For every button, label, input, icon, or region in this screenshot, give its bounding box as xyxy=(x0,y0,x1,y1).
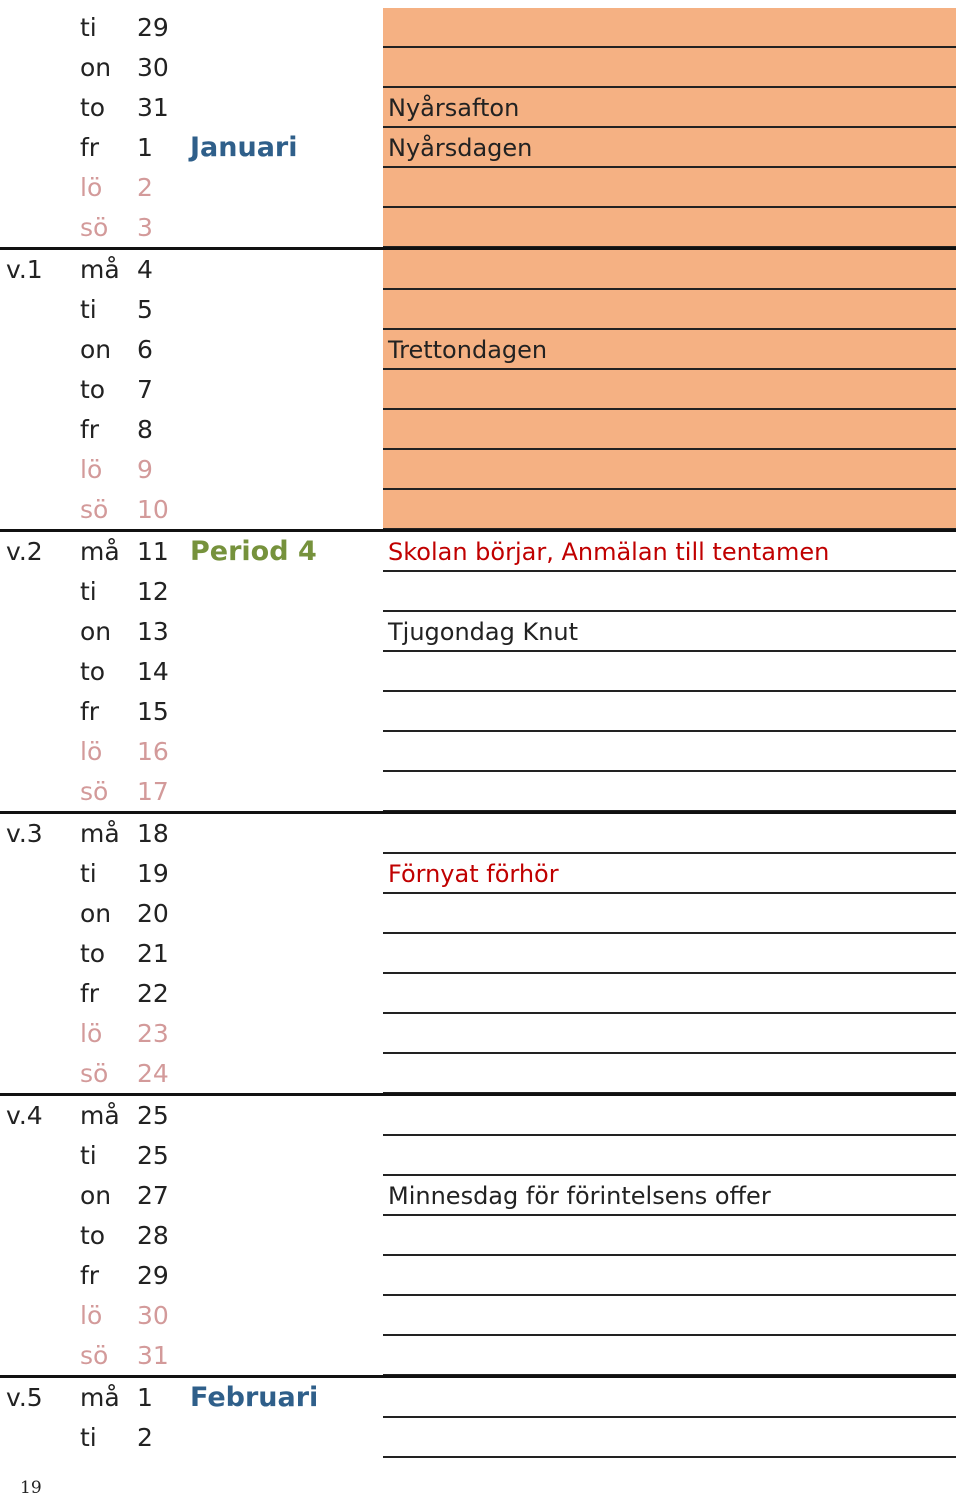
day-number: 15 xyxy=(137,697,169,726)
day-number: 28 xyxy=(137,1221,169,1250)
calendar-row xyxy=(0,168,960,208)
day-number: 4 xyxy=(137,255,153,284)
note-text: Nyårsdagen xyxy=(388,134,533,162)
day-number: 16 xyxy=(137,737,169,766)
day-number: 23 xyxy=(137,1019,169,1048)
weekday-label: ti xyxy=(80,577,97,606)
day-number: 20 xyxy=(137,899,169,928)
day-number: 12 xyxy=(137,577,169,606)
day-number: 30 xyxy=(137,1301,169,1330)
weekday-label: on xyxy=(80,617,112,646)
note-cell xyxy=(383,8,956,48)
day-number: 25 xyxy=(137,1101,169,1130)
weekday-label: to xyxy=(80,375,106,404)
day-number: 7 xyxy=(137,375,153,404)
weekday-label: sö xyxy=(80,213,109,242)
day-number: 1 xyxy=(137,1383,153,1412)
day-number: 27 xyxy=(137,1181,169,1210)
page-number: 19 xyxy=(20,1478,42,1498)
note-cell xyxy=(383,88,956,128)
day-number: 30 xyxy=(137,53,169,82)
calendar-row xyxy=(0,450,960,490)
calendar-row xyxy=(0,1418,960,1458)
calendar-row xyxy=(0,128,960,168)
note-cell xyxy=(383,48,956,88)
calendar-row xyxy=(0,612,960,652)
weekday-label: on xyxy=(80,53,112,82)
month-label: Januari xyxy=(190,132,298,163)
week-label: v.1 xyxy=(6,255,43,284)
weekday-label: må xyxy=(80,537,120,566)
calendar-row xyxy=(0,1296,960,1336)
note-cell xyxy=(383,1054,956,1094)
note-cell xyxy=(383,692,956,732)
note-cell xyxy=(383,974,956,1014)
calendar-row xyxy=(0,1176,960,1216)
day-number: 31 xyxy=(137,1341,169,1370)
calendar-row xyxy=(0,692,960,732)
calendar-row xyxy=(0,1136,960,1176)
weekday-label: to xyxy=(80,1221,106,1250)
calendar-row xyxy=(0,1256,960,1296)
day-number: 10 xyxy=(137,495,169,524)
week-label: v.3 xyxy=(6,819,43,848)
note-cell xyxy=(383,168,956,208)
calendar-row xyxy=(0,572,960,612)
note-cell xyxy=(383,1014,956,1054)
calendar-row xyxy=(0,330,960,370)
day-number: 29 xyxy=(137,13,169,42)
day-number: 22 xyxy=(137,979,169,1008)
day-number: 17 xyxy=(137,777,169,806)
weekday-label: ti xyxy=(80,295,97,324)
calendar-row xyxy=(0,88,960,128)
note-cell xyxy=(383,1256,956,1296)
calendar-row xyxy=(0,1336,960,1376)
note-cell xyxy=(383,410,956,450)
note-cell xyxy=(383,1418,956,1458)
calendar-row xyxy=(0,490,960,530)
month-label: Februari xyxy=(190,1382,319,1413)
weekday-label: må xyxy=(80,1101,120,1130)
weekday-label: ti xyxy=(80,13,97,42)
day-number: 29 xyxy=(137,1261,169,1290)
note-cell xyxy=(383,1096,956,1136)
calendar-row xyxy=(0,894,960,934)
note-cell xyxy=(383,572,956,612)
weekday-label: lö xyxy=(80,1019,103,1048)
day-number: 13 xyxy=(137,617,169,646)
weekday-label: sö xyxy=(80,495,109,524)
note-cell xyxy=(383,290,956,330)
weekday-label: lö xyxy=(80,737,103,766)
calendar-row xyxy=(0,208,960,248)
day-number: 19 xyxy=(137,859,169,888)
calendar-row xyxy=(0,974,960,1014)
note-cell xyxy=(383,1336,956,1376)
note-cell xyxy=(383,208,956,248)
calendar-row xyxy=(0,1054,960,1094)
note-cell xyxy=(383,532,956,572)
day-number: 18 xyxy=(137,819,169,848)
note-text: Minnesdag för förintelsens offer xyxy=(388,1182,771,1210)
calendar-row xyxy=(0,854,960,894)
note-cell xyxy=(383,490,956,530)
day-number: 1 xyxy=(137,133,153,162)
weekday-label: sö xyxy=(80,1059,109,1088)
calendar-row xyxy=(0,1096,960,1136)
weekday-label: lö xyxy=(80,173,103,202)
calendar-row xyxy=(0,1216,960,1256)
day-number: 14 xyxy=(137,657,169,686)
weekday-label: fr xyxy=(80,1261,100,1290)
week-label: v.2 xyxy=(6,537,43,566)
calendar-row xyxy=(0,250,960,290)
calendar-row xyxy=(0,772,960,812)
day-number: 6 xyxy=(137,335,153,364)
day-number: 31 xyxy=(137,93,169,122)
day-number: 3 xyxy=(137,213,153,242)
weekday-label: lö xyxy=(80,1301,103,1330)
weekday-label: må xyxy=(80,255,120,284)
note-cell xyxy=(383,854,956,894)
weekday-label: fr xyxy=(80,133,100,162)
calendar-row xyxy=(0,1014,960,1054)
weekday-label: sö xyxy=(80,1341,109,1370)
calendar-row xyxy=(0,1378,960,1418)
calendar-row xyxy=(0,732,960,772)
calendar-row xyxy=(0,652,960,692)
note-cell xyxy=(383,1176,956,1216)
calendar-row xyxy=(0,290,960,330)
calendar-row xyxy=(0,370,960,410)
note-text: Tjugondag Knut xyxy=(388,618,579,646)
weekday-label: må xyxy=(80,1383,120,1412)
note-cell xyxy=(383,732,956,772)
note-cell xyxy=(383,450,956,490)
weekday-label: to xyxy=(80,939,106,968)
day-number: 24 xyxy=(137,1059,169,1088)
weekday-label: on xyxy=(80,335,112,364)
note-cell xyxy=(383,934,956,974)
day-number: 8 xyxy=(137,415,153,444)
calendar-row xyxy=(0,934,960,974)
note-text: Nyårsafton xyxy=(388,94,520,122)
calendar-row xyxy=(0,410,960,450)
note-cell xyxy=(383,772,956,812)
weekday-label: to xyxy=(80,93,106,122)
day-number: 2 xyxy=(137,173,153,202)
note-cell xyxy=(383,894,956,934)
note-cell xyxy=(383,370,956,410)
day-number: 21 xyxy=(137,939,169,968)
week-label: v.4 xyxy=(6,1101,43,1130)
calendar-row xyxy=(0,814,960,854)
day-number: 5 xyxy=(137,295,153,324)
calendar-row xyxy=(0,48,960,88)
weekday-label: on xyxy=(80,899,112,928)
weekday-label: to xyxy=(80,657,106,686)
weekday-label: fr xyxy=(80,415,100,444)
weekday-label: ti xyxy=(80,1423,97,1452)
note-cell xyxy=(383,1378,956,1418)
day-number: 9 xyxy=(137,455,153,484)
note-cell xyxy=(383,250,956,290)
note-cell xyxy=(383,652,956,692)
note-cell xyxy=(383,1136,956,1176)
day-number: 25 xyxy=(137,1141,169,1170)
note-text: Skolan börjar, Anmälan till tentamen xyxy=(388,538,830,566)
note-cell xyxy=(383,612,956,652)
month-label: Period 4 xyxy=(190,536,317,567)
weekday-label: ti xyxy=(80,1141,97,1170)
calendar-row xyxy=(0,532,960,572)
note-text: Förnyat förhör xyxy=(388,860,559,888)
note-cell xyxy=(383,330,956,370)
weekday-label: on xyxy=(80,1181,112,1210)
weekday-label: ti xyxy=(80,859,97,888)
day-number: 2 xyxy=(137,1423,153,1452)
note-cell xyxy=(383,1296,956,1336)
week-label: v.5 xyxy=(6,1383,43,1412)
note-cell xyxy=(383,814,956,854)
weekday-label: sö xyxy=(80,777,109,806)
weekday-label: må xyxy=(80,819,120,848)
note-text: Trettondagen xyxy=(388,336,548,364)
day-number: 11 xyxy=(137,537,169,566)
weekday-label: lö xyxy=(80,455,103,484)
note-cell xyxy=(383,1216,956,1256)
weekday-label: fr xyxy=(80,979,100,1008)
note-cell xyxy=(383,128,956,168)
calendar-row xyxy=(0,8,960,48)
weekday-label: fr xyxy=(80,697,100,726)
